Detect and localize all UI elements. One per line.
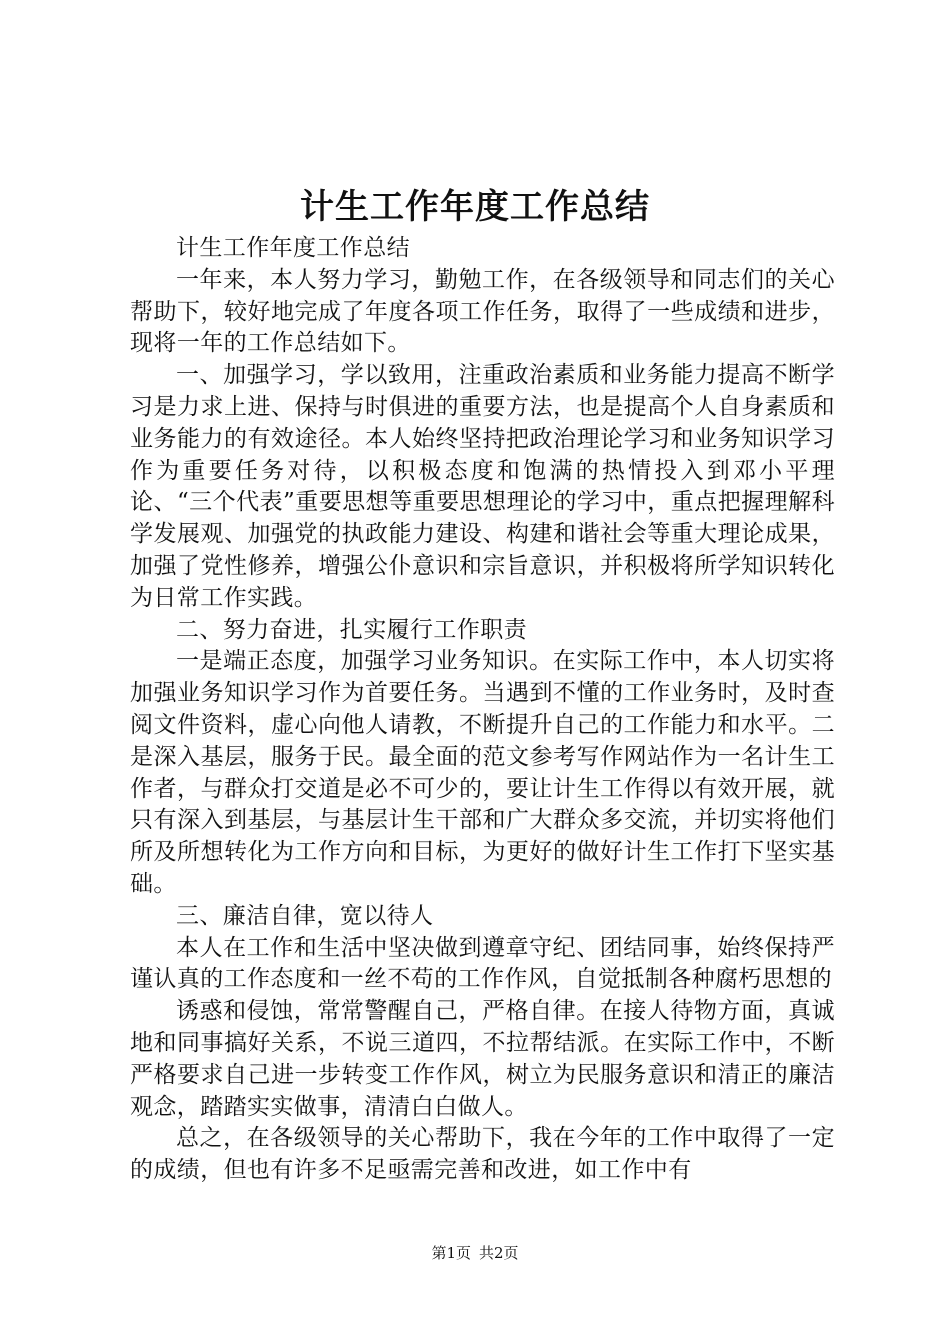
paragraph-intro: 一年来，本人努力学习，勤勉工作，在各级领导和同志们的关心帮助下，较好地完成了年度各项工作任务，取得了一些成绩和进步，现将一年的工作总结如下。 xyxy=(130,266,835,357)
page-number: 第1页 xyxy=(431,1244,471,1262)
paragraph-section-1: 一、加强学习，学以致用，注重政治素质和业务能力提高不断学习是力求上进、保持与时俱进的重要方法，也是提高个人自身素质和业务能力的有效途径。本人始终坚持把政治理论学习和业务知识学习作为重要任务对待，以积极态度和饱满的热情投入到邓小平理论、“三个代表”重要思想等重要思想理论的学习中，重点把握理解科学发展观、加强党的执政能力建设、构建和谐社会等重大理论成果，加强了党性修养，增强公仆意识和宗旨意识，并积极将所学知识转化为日常工作实践。 xyxy=(130,362,835,611)
paragraph-section-2: 一是端正态度，加强学习业务知识。在实际工作中，本人切实将加强业务知识学习作为首要任务。当遇到不懂的工作业务时，及时查阅文件资料，虚心向他人请教，不断提升自己的工作能力和水平。二是深入基层，服务于民。最全面的范文参考写作网站作为一名计生工作者，与群众打交道是必不可少的，要让计生工作得以有效开展，就只有深入到基层，与基层计生干部和广大群众多交流，并切实将他们所及所想转化为工作方向和目标，为更好的做好计生工作打下坚实基础。 xyxy=(130,648,835,897)
document-title: 计生工作年度工作总结 xyxy=(300,187,650,227)
page-footer xyxy=(0,1243,950,1263)
heading-section-2: 二、努力奋进，扎实履行工作职责 xyxy=(176,616,527,643)
paragraph-section-3b: 诱惑和侵蚀，常常警醒自己，严格自律。在接人待物方面，真诚地和同事搞好关系，不说三道四，不拉帮结派。在实际工作中，不断严格要求自己进一步转变工作作风，树立为民服务意识和清正的廉洁观念，踏踏实实做事，清清白白做人。 xyxy=(130,998,835,1120)
page-total: 共2页 xyxy=(479,1244,519,1262)
document-body xyxy=(130,233,835,1187)
paragraph-subtitle: 计生工作年度工作总结 xyxy=(176,235,410,261)
paragraph-section-3a: 本人在工作和生活中坚决做到遵章守纪、团结同事，始终保持严谨认真的工作态度和一丝不苟的工作作风，自觉抵制各种腐朽思想的 xyxy=(130,934,835,993)
paragraph-conclusion: 总之，在各级领导的关心帮助下，我在今年的工作中取得了一定的成绩，但也有许多不足亟需完善和改进，如工作中有 xyxy=(130,1125,835,1184)
heading-section-3: 三、廉洁自律，宽以待人 xyxy=(176,902,434,929)
